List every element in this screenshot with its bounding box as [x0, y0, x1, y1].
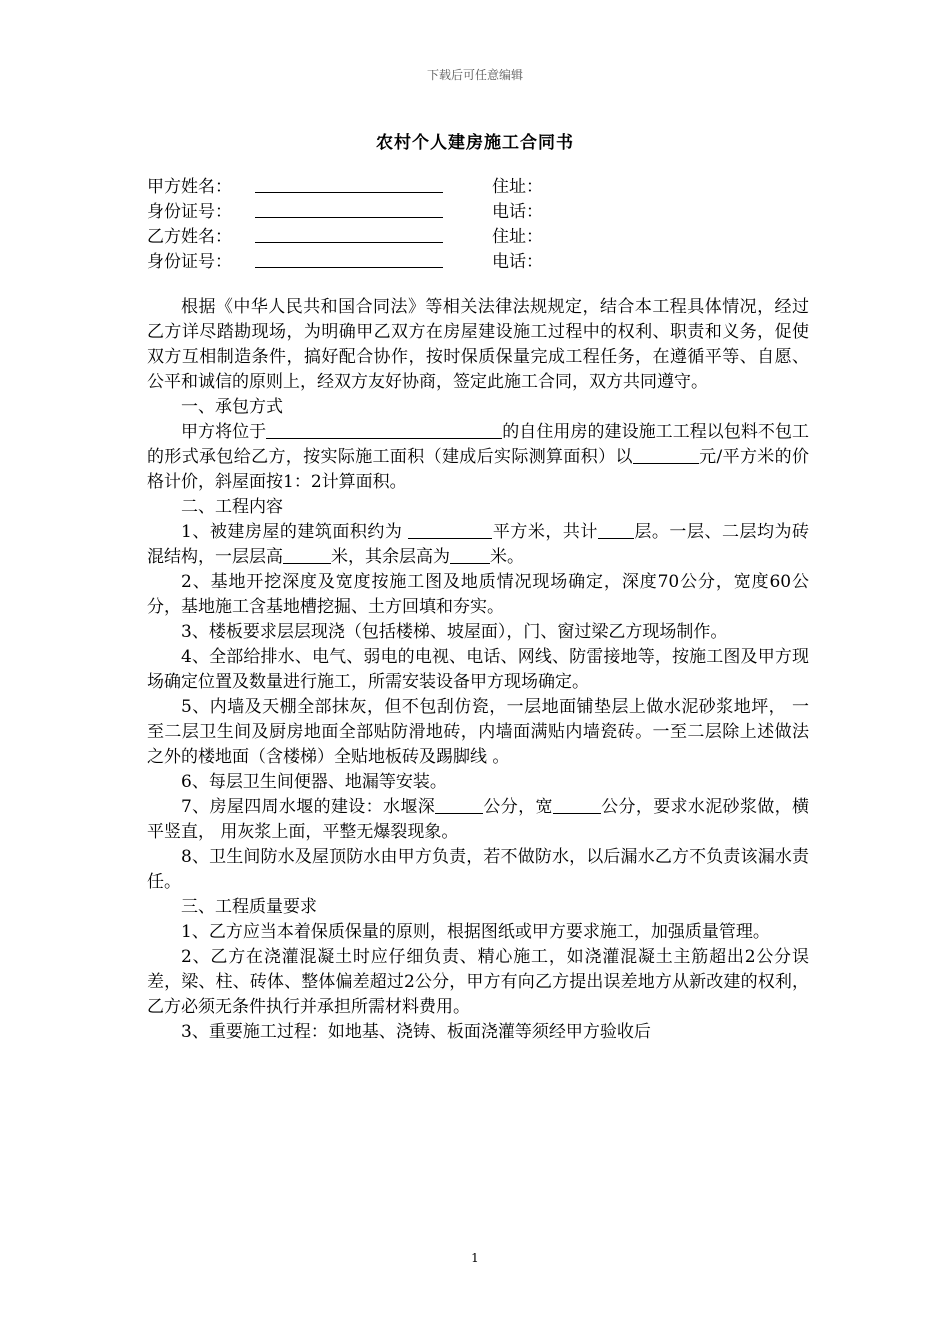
item-7-text-b: 公分，宽	[483, 797, 553, 817]
item-1-text-b: 平方米，共计	[492, 522, 598, 542]
party-b-name-blank[interactable]	[255, 226, 443, 243]
section-3-item-3: 3、重要施工过程：如地基、浇铸、板面浇灌等须经甲方验收后	[181, 1022, 651, 1042]
section-1-text-c: 元/平方米的价格计价，斜屋面按1：2计算面积。	[147, 447, 809, 492]
item-1-text-c: 层。一层、二层均为砖混结构，一层层高	[147, 522, 809, 567]
section-2-item-3: 3、楼板要求层层现浇（包括楼梯、坡屋面），门、窗过梁乙方现场制作。	[181, 622, 728, 642]
section-1-heading: 一、承包方式	[181, 397, 283, 417]
other-floor-height-blank[interactable]	[450, 547, 490, 564]
section-3-item-1: 1、乙方应当本着保质保量的原则，根据图纸或甲方要求施工，加强质量管理。	[181, 922, 770, 942]
section-1-text-b: 的自住用房的建设施工工程以包料不包工的形式承包给乙方，按实际施工面积（建成后实际测算面积）以	[147, 422, 810, 467]
building-area-blank[interactable]	[408, 522, 492, 539]
page-number: 1	[471, 1251, 479, 1265]
party-a-name-label: 甲方姓名：	[147, 177, 232, 197]
party-a-id-label: 身份证号：	[147, 202, 232, 222]
party-a-id-blank[interactable]	[255, 201, 443, 218]
party-b-id-blank[interactable]	[255, 251, 443, 268]
floor-count-blank[interactable]	[598, 522, 634, 539]
section-3-heading: 三、工程质量要求	[181, 897, 317, 917]
party-b-id-label: 身份证号：	[147, 252, 232, 272]
section-2-item-4: 4、全部给排水、电气、弱电的电视、电话、网线、防雷接地等，按施工图及甲方现场确定位置及数量进行施工，所需安装设备甲方现场确定。	[147, 647, 809, 692]
party-a-id-row	[147, 200, 543, 225]
party-a-name-row	[147, 175, 543, 200]
contract-body	[147, 295, 809, 1045]
section-1-paragraph	[147, 420, 809, 495]
item-1-text-d: 米，其余层高为	[331, 547, 450, 567]
section-2-item-8: 8、卫生间防水及屋顶防水由甲方负责，若不做防水，以后漏水乙方不负责该漏水责任。	[147, 847, 809, 892]
party-b-name-row	[147, 225, 543, 250]
header-note: 下载后可任意编辑	[426, 68, 523, 82]
section-2-item-6: 6、每层卫生间便器、地漏等安装。	[181, 772, 447, 792]
intro-paragraph: 根据《中华人民共和国合同法》等相关法律法规规定，结合本工程具体情况，经过乙方详尽踏勘现场，为明确甲乙双方在房屋建设施工过程中的权利、职责和义务，促使双方互相制造条件，搞好配合协作，按时保质保量完成工程任务，在遵循平等、自愿、公平和诚信的原则上，经双方友好协商，签定此施工合同，双方共同遵守。	[147, 297, 809, 392]
weir-depth-blank[interactable]	[435, 797, 483, 814]
item-7-text-a: 7、房屋四周水堰的建设：水堰深	[181, 797, 436, 817]
section-2-item-5: 5、内墙及天棚全部抹灰，但不包刮仿瓷，一层地面铺垫层上做水泥砂浆地坪， 一至二层卫生间及厨房地面全部贴防滑地砖，内墙面满贴内墙瓷砖。一至二层除上述做法之外的楼地面（含楼梯）全贴地板砖及踢脚线 。	[147, 697, 809, 767]
location-blank[interactable]	[266, 422, 502, 439]
party-b-phone-label: 电话：	[492, 252, 543, 272]
item-1-text-e: 米。	[490, 547, 524, 567]
document-title: 农村个人建房施工合同书	[376, 133, 574, 153]
weir-width-blank[interactable]	[553, 797, 601, 814]
party-a-phone-label: 电话：	[492, 202, 543, 222]
party-b-id-row	[147, 250, 543, 275]
section-3-item-2: 2、乙方在浇灌混凝土时应仔细负责、精心施工，如浇灌混凝土主筋超出2公分误差，梁、柱、砖体、整体偏差超过2公分，甲方有向乙方提出误差地方从新改建的权利，乙方必须无条件执行并承担所需材料费用。	[147, 947, 809, 1017]
unit-price-blank[interactable]	[633, 447, 699, 464]
section-2-heading: 二、工程内容	[181, 497, 283, 517]
item-1-text-a: 1、被建房屋的建筑面积约为	[181, 522, 409, 542]
section-1-text-a: 甲方将位于	[181, 422, 267, 442]
section-2-item-2: 2、基地开挖深度及宽度按施工图及地质情况现场确定，深度70公分，宽度60公分，基地施工含基地槽挖掘、土方回填和夯实。	[147, 572, 809, 617]
party-a-address-label: 住址：	[492, 177, 543, 197]
section-2-item-7	[147, 795, 809, 845]
party-a-name-blank[interactable]	[255, 176, 443, 193]
party-b-address-label: 住址：	[492, 227, 543, 247]
party-b-name-label: 乙方姓名：	[147, 227, 232, 247]
section-2-item-1	[147, 520, 809, 570]
item-7-text-c: 公分，要求水泥砂浆做，横平竖直， 用灰浆上面，平整无爆裂现象。	[147, 797, 810, 842]
first-floor-height-blank[interactable]	[283, 547, 331, 564]
